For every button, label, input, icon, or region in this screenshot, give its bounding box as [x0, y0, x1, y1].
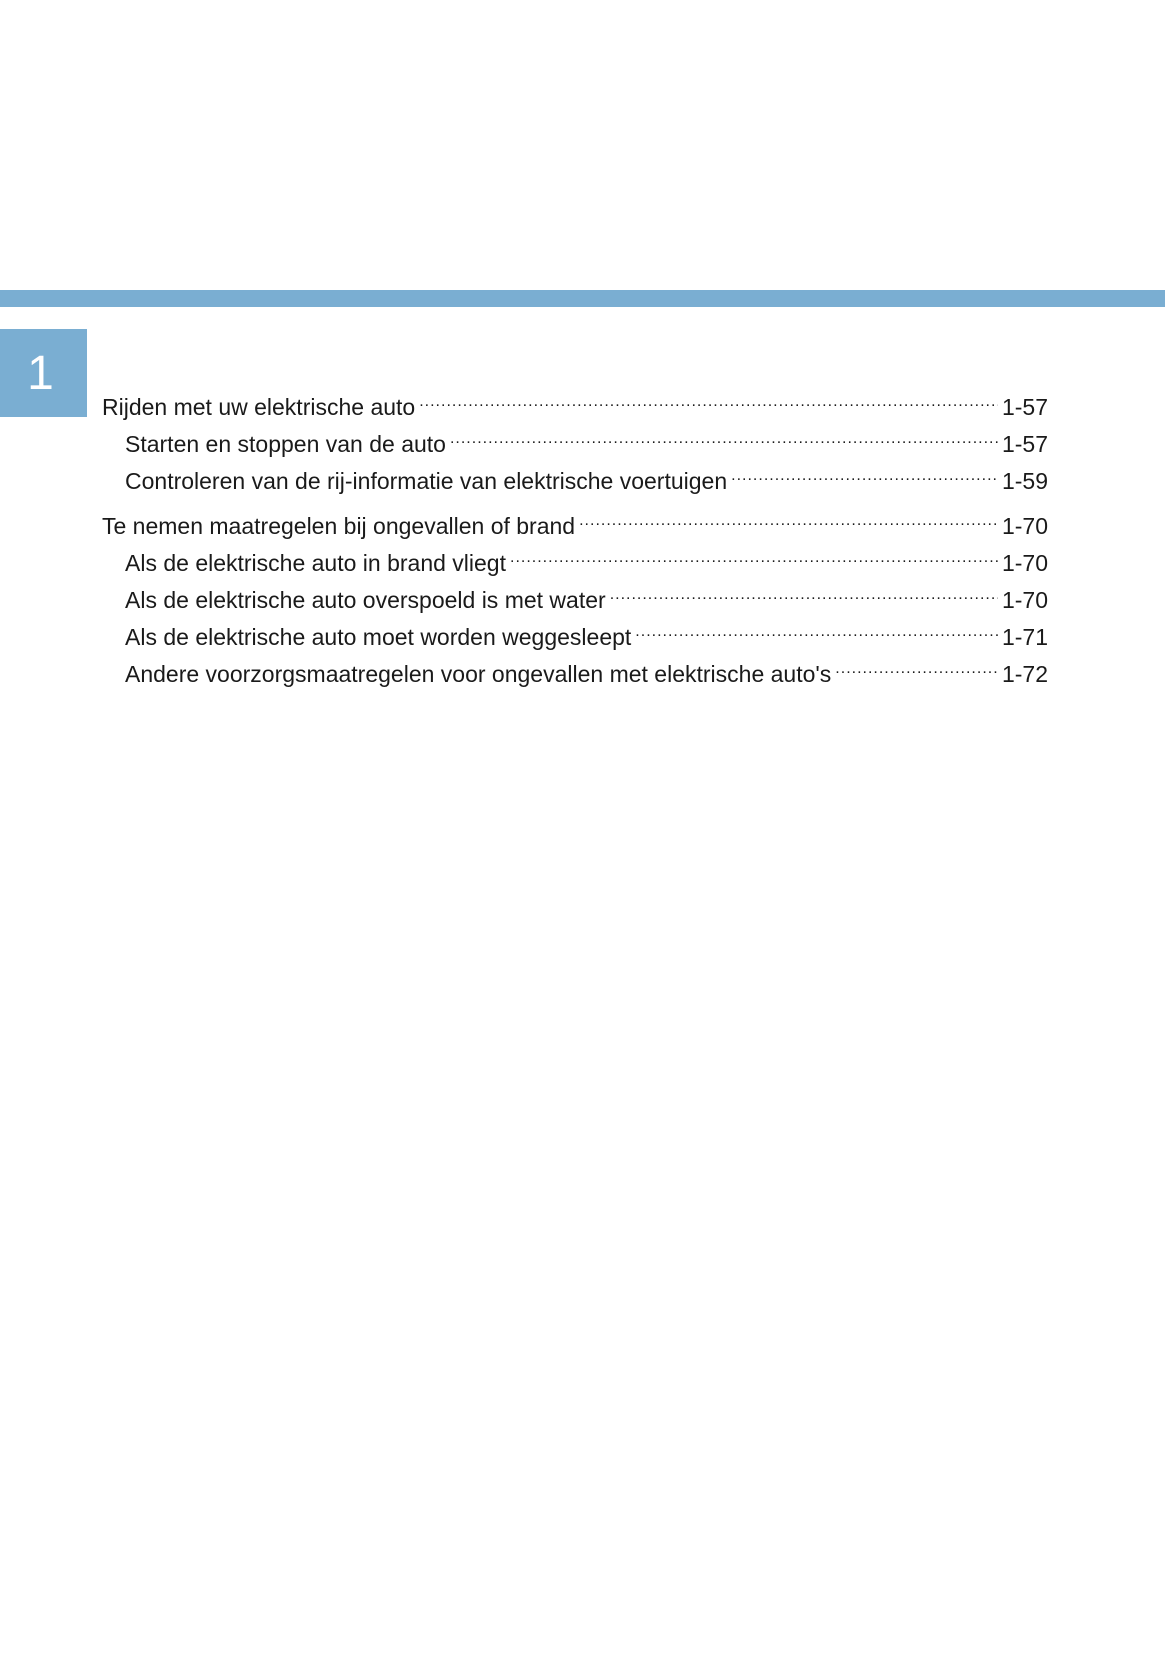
- toc-entry[interactable]: [102, 504, 1048, 541]
- toc-dot-leader: [610, 578, 998, 608]
- toc-entry-title: Starten en stoppen van de auto: [125, 431, 446, 457]
- toc-dot-leader: [579, 504, 998, 534]
- toc-entry-title: Andere voorzorgsmaatregelen voor ongevallen met elektrische auto's: [125, 661, 832, 687]
- toc-entry[interactable]: [102, 422, 1048, 459]
- toc-entry-page: 1-59: [1001, 468, 1048, 494]
- toc-entry-title: Rijden met uw elektrische auto: [102, 394, 416, 420]
- table-of-contents: [102, 385, 1048, 689]
- toc-entry-page: 1-70: [1001, 513, 1048, 539]
- toc-entry-page: 1-72: [1001, 661, 1048, 687]
- toc-entry-title: Als de elektrische auto overspoeld is met water: [125, 587, 606, 613]
- chapter-number-tab: [0, 329, 87, 417]
- toc-entry-page: 1-70: [1001, 550, 1048, 576]
- toc-dot-leader: [731, 459, 998, 489]
- toc-entry[interactable]: [102, 615, 1048, 652]
- toc-dot-leader: [835, 652, 998, 682]
- toc-entry-title: Te nemen maatregelen bij ongevallen of brand: [102, 513, 576, 539]
- chapter-number: 1: [27, 346, 54, 400]
- toc-entry-page: 1-71: [1001, 624, 1048, 650]
- chapter-header-band: [0, 290, 1165, 307]
- toc-entry[interactable]: [102, 385, 1048, 422]
- toc-entry-title: Als de elektrische auto in brand vliegt: [125, 550, 506, 576]
- toc-entry[interactable]: [102, 578, 1048, 615]
- toc-dot-leader: [450, 422, 998, 452]
- toc-entry[interactable]: [102, 652, 1048, 689]
- toc-entry-page: 1-70: [1001, 587, 1048, 613]
- toc-entry[interactable]: [102, 541, 1048, 578]
- toc-dot-leader: [635, 615, 998, 645]
- toc-entry-page: 1-57: [1001, 431, 1048, 457]
- toc-dot-leader: [510, 541, 998, 571]
- toc-dot-leader: [419, 385, 998, 415]
- toc-entry-title: Als de elektrische auto moet worden weggesleept: [125, 624, 632, 650]
- toc-entry-page: 1-57: [1001, 394, 1048, 420]
- toc-entry-title: Controleren van de rij-informatie van elektrische voertuigen: [125, 468, 728, 494]
- toc-entry[interactable]: [102, 459, 1048, 496]
